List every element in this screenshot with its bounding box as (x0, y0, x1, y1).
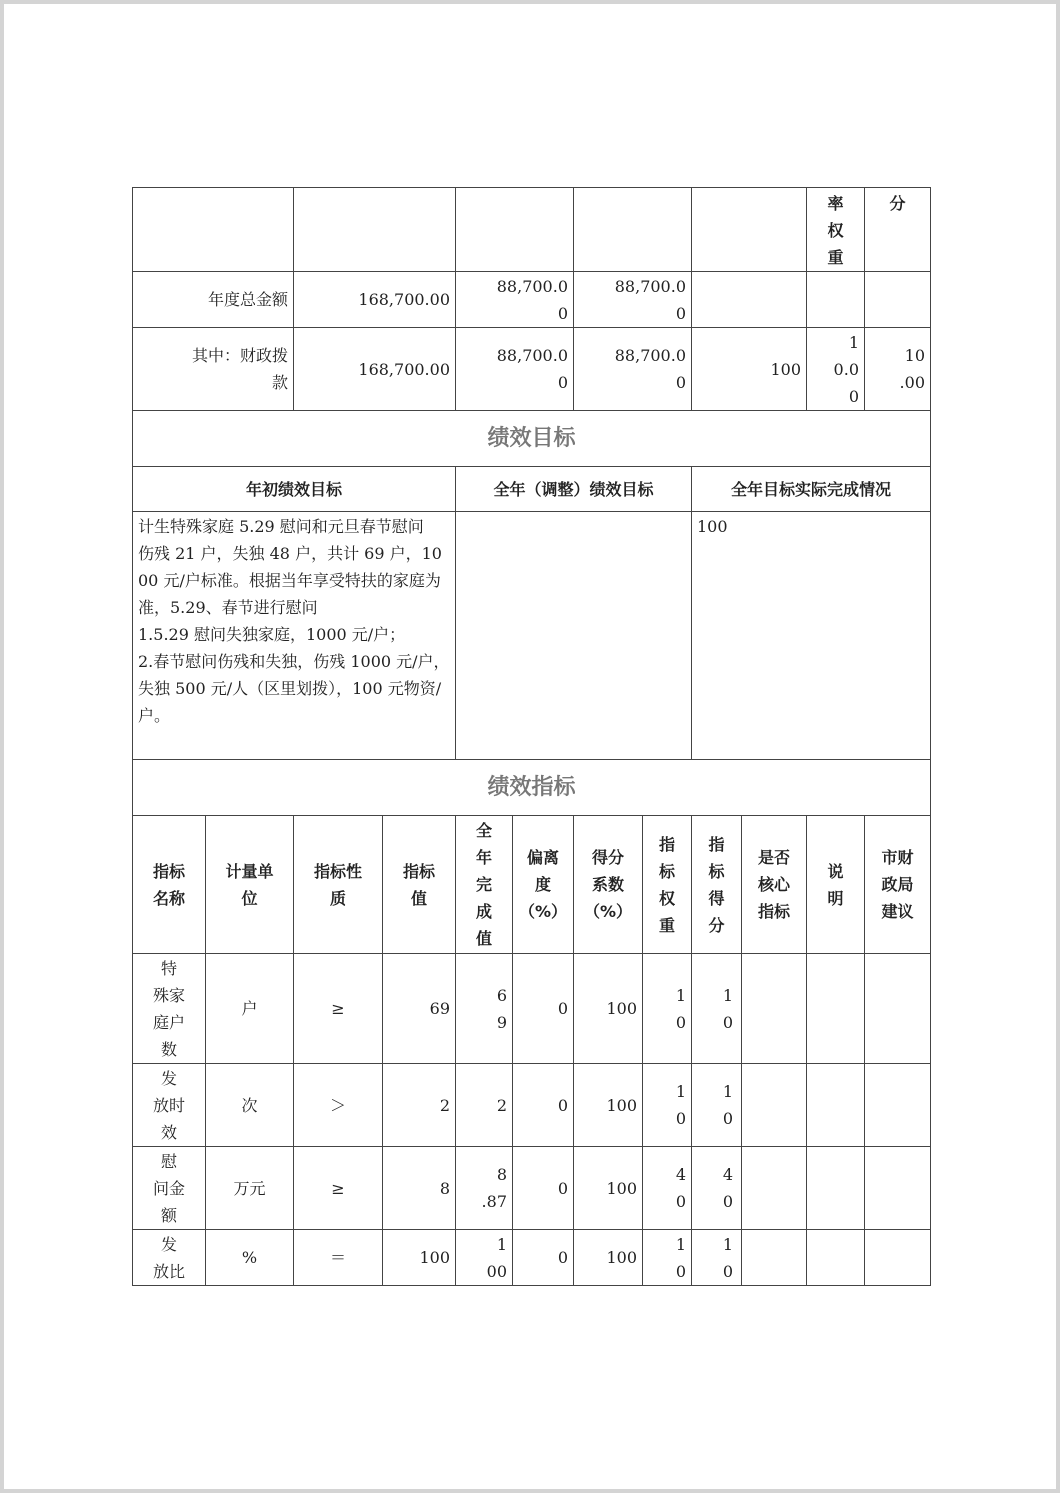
indicator-completed: 6 9 (456, 954, 513, 1064)
budget-finance-annual: 168,700.00 (294, 328, 456, 411)
indicator-score: 1 0 (692, 1064, 742, 1147)
budget-header-execution-weight: 率 权 重 (807, 188, 865, 272)
indicators-section-title: 绩效指标 (133, 760, 931, 816)
indicator-header-nature: 指标性 质 (294, 816, 383, 954)
indicator-nature: ≥ (294, 954, 383, 1064)
indicator-name: 慰 问金 额 (133, 1147, 206, 1230)
indicator-coefficient: 100 (574, 1230, 643, 1286)
indicator-note (807, 1064, 865, 1147)
indicator-weight: 1 0 (643, 954, 692, 1064)
goals-section-title: 绩效目标 (133, 411, 931, 467)
indicator-completed: 2 (456, 1064, 513, 1147)
indicator-value: 69 (383, 954, 456, 1064)
budget-total-annual: 168,700.00 (294, 272, 456, 328)
indicator-deviation: 0 (513, 954, 574, 1064)
goals-initial-text: 计生特殊家庭 5.29 慰问和元旦春节慰问 伤残 21 户，失独 48 户，共计 69 户，1000 元/户标准。根据当年享受特扶的家庭为准，5.29、春节进行慰问 1.5.29 慰问失独家庭，1000 元/户； 2.春节慰问伤残和失独，伤残 1000 元/户，失独 500 元/人（区里划拨），100 元物资/户。 (133, 512, 456, 760)
indicator-row (133, 1147, 931, 1230)
indicator-score: 4 0 (692, 1147, 742, 1230)
indicator-note (807, 1230, 865, 1286)
indicator-header-name: 指标 名称 (133, 816, 206, 954)
budget-total-c4: 88,700.0 0 (574, 272, 692, 328)
indicator-nature: ＞ (294, 1064, 383, 1147)
goals-section-row (133, 411, 931, 467)
indicator-completed: 1 00 (456, 1230, 513, 1286)
indicator-coefficient: 100 (574, 1147, 643, 1230)
indicator-note (807, 1147, 865, 1230)
budget-finance-c5: 100 (692, 328, 807, 411)
budget-finance-c7: 10 .00 (865, 328, 931, 411)
indicator-weight: 4 0 (643, 1147, 692, 1230)
indicator-unit: 次 (206, 1064, 294, 1147)
indicator-header-coefficient: 得分 系数 （%） (574, 816, 643, 954)
indicator-name: 发 放时 效 (133, 1064, 206, 1147)
indicator-header-value: 指标 值 (383, 816, 456, 954)
indicator-nature: ≥ (294, 1147, 383, 1230)
indicator-value: 2 (383, 1064, 456, 1147)
indicator-name: 发 放比 (133, 1230, 206, 1286)
performance-evaluation-table (132, 187, 931, 1286)
indicator-deviation: 0 (513, 1147, 574, 1230)
budget-total-c3: 88,700.0 0 (456, 272, 574, 328)
indicator-header-advice: 市财 政局 建议 (865, 816, 931, 954)
indicator-score: 1 0 (692, 1230, 742, 1286)
indicator-nature: ＝ (294, 1230, 383, 1286)
indicator-row (133, 954, 931, 1064)
budget-finance-c3: 88,700.0 0 (456, 328, 574, 411)
indicator-core (742, 954, 807, 1064)
indicator-deviation: 0 (513, 1230, 574, 1286)
goals-header-adjusted: 全年（调整）绩效目标 (456, 467, 692, 512)
indicator-advice (865, 1147, 931, 1230)
goals-adjusted-text (456, 512, 692, 760)
indicators-header-row (133, 816, 931, 954)
indicator-core (742, 1147, 807, 1230)
budget-header-score: 分 (865, 188, 931, 272)
budget-finance-row (133, 328, 931, 411)
indicator-coefficient: 100 (574, 1064, 643, 1147)
indicator-weight: 1 0 (643, 1064, 692, 1147)
goals-header-initial: 年初绩效目标 (133, 467, 456, 512)
indicator-coefficient: 100 (574, 954, 643, 1064)
indicator-header-score: 指 标 得 分 (692, 816, 742, 954)
indicator-core (742, 1064, 807, 1147)
indicator-header-unit: 计量单 位 (206, 816, 294, 954)
indicator-core (742, 1230, 807, 1286)
goals-actual-text: 100 (692, 512, 931, 760)
goals-header-row (133, 467, 931, 512)
budget-header-cut-row (133, 188, 931, 272)
goals-header-actual: 全年目标实际完成情况 (692, 467, 931, 512)
budget-finance-c4: 88,700.0 0 (574, 328, 692, 411)
indicator-row (133, 1064, 931, 1147)
indicator-advice (865, 1230, 931, 1286)
indicators-section-row (133, 760, 931, 816)
indicator-advice (865, 954, 931, 1064)
indicator-score: 1 0 (692, 954, 742, 1064)
indicator-header-deviation: 偏离 度 （%） (513, 816, 574, 954)
indicator-weight: 1 0 (643, 1230, 692, 1286)
indicator-unit: 万元 (206, 1147, 294, 1230)
indicator-completed: 8 .87 (456, 1147, 513, 1230)
indicator-deviation: 0 (513, 1064, 574, 1147)
budget-finance-c6: 1 0.0 0 (807, 328, 865, 411)
indicator-header-note: 说 明 (807, 816, 865, 954)
indicator-row (133, 1230, 931, 1286)
indicator-header-weight: 指 标 权 重 (643, 816, 692, 954)
budget-finance-label: 其中：财政拨 款 (133, 328, 294, 411)
indicator-value: 100 (383, 1230, 456, 1286)
budget-total-row (133, 272, 931, 328)
indicator-unit: % (206, 1230, 294, 1286)
goals-content-row (133, 512, 931, 760)
indicator-name: 特 殊家 庭户 数 (133, 954, 206, 1064)
indicator-header-core: 是否 核心 指标 (742, 816, 807, 954)
indicator-value: 8 (383, 1147, 456, 1230)
budget-total-label: 年度总金额 (133, 272, 294, 328)
indicator-unit: 户 (206, 954, 294, 1064)
indicator-advice (865, 1064, 931, 1147)
indicator-note (807, 954, 865, 1064)
indicator-header-completed: 全 年 完 成 值 (456, 816, 513, 954)
